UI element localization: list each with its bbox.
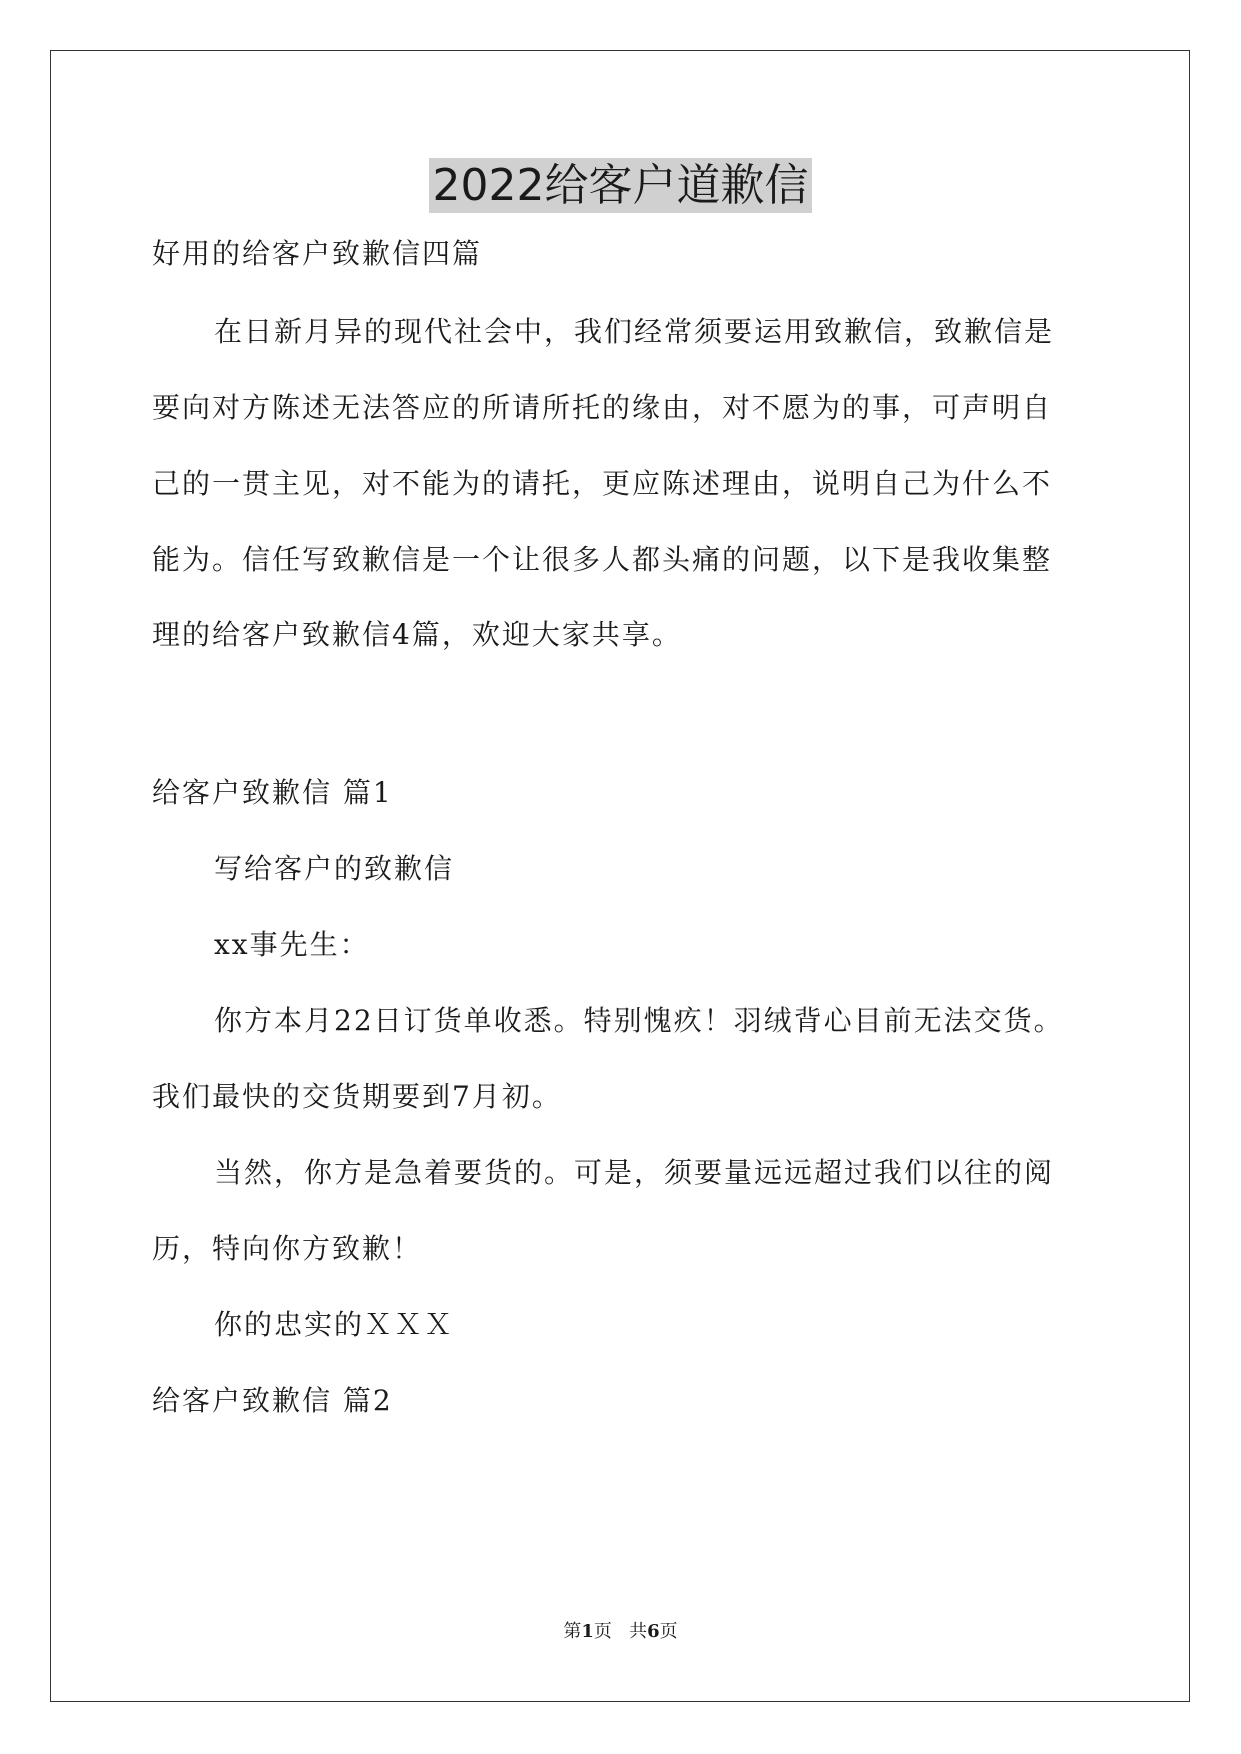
- footer-total-pages: 6: [647, 1621, 660, 1642]
- letter-body-line: 你方本月22日订货单收悉。特别愧疚！羽绒背心目前无法交货。: [214, 1004, 1064, 1037]
- intro-line: 己的一贯主见，对不能为的请托，更应陈述理由，说明自己为什么不: [152, 467, 1053, 500]
- letter-body-line: 历，特向你方致歉！: [152, 1232, 423, 1265]
- letter-title: 写给客户的致歉信: [214, 852, 455, 885]
- letter-body-line: 我们最快的交货期要到7月初。: [152, 1080, 562, 1113]
- letter-signature: 你的忠实的ＸＸＸ: [214, 1308, 455, 1341]
- intro-line: 理的给客户致歉信4篇，欢迎大家共享。: [152, 618, 682, 651]
- footer-prefix: 第: [563, 1621, 582, 1642]
- intro-line: 要向对方陈述无法答应的所请所托的缘由，对不愿为的事，可声明自: [152, 391, 1053, 424]
- section-2-heading: 给客户致歉信 篇2: [152, 1384, 393, 1417]
- document-subtitle: 好用的给客户致歉信四篇: [152, 237, 483, 270]
- footer-suffix: 页: [659, 1621, 678, 1642]
- section-1-heading: 给客户致歉信 篇1: [152, 776, 393, 809]
- footer-page-number: 1: [581, 1621, 594, 1642]
- document-title: [0, 158, 1241, 214]
- letter-salutation: xx事先生：: [214, 928, 370, 961]
- intro-line: 能为。信任写致歉信是一个让很多人都头痛的问题，以下是我收集整: [152, 543, 1053, 576]
- footer-middle: 页 共: [593, 1621, 648, 1642]
- page-footer: [0, 1620, 1241, 1644]
- intro-line: 在日新月异的现代社会中，我们经常须要运用致歉信，致歉信是: [214, 315, 1055, 348]
- document-title-text: 2022给客户道歉信: [429, 158, 813, 213]
- letter-body-line: 当然，你方是急着要货的。可是，须要量远远超过我们以往的阅: [214, 1156, 1055, 1189]
